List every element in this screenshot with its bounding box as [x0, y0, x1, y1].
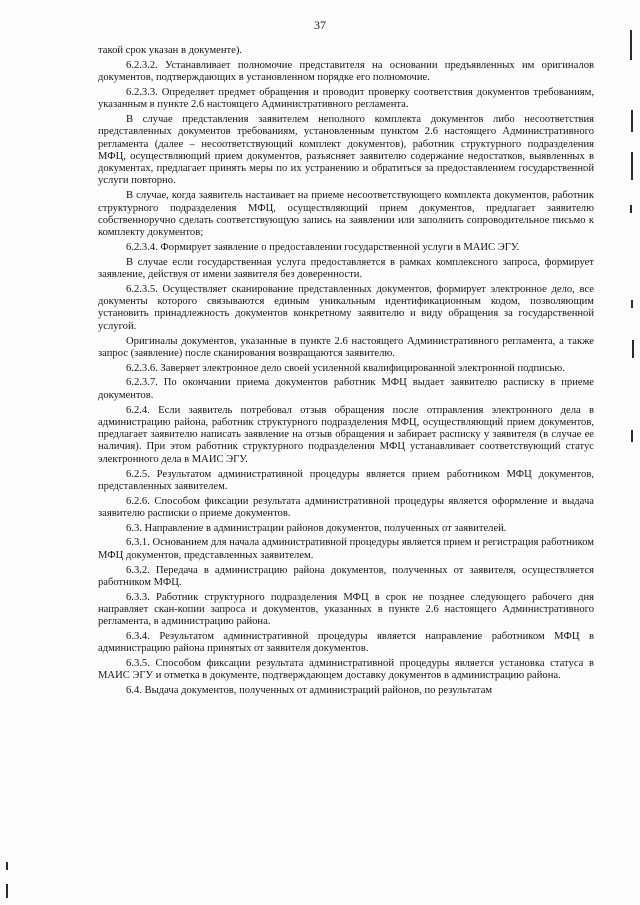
paragraph: В случае представления заявителем неполного комплекта документов либо несоответствия представленных документов требованиям, установленным пунктом 2.6 настоящего Административного регламента (далее – несоответствующий комплект документов), работник структурного подразделения МФЦ, осуществляющий прием документов, разъясняет заявителю содержание недостатков, выявленных в документах, предлагает принять меры по их устранению и обратиться за предоставлением государственной услуги повторно. [98, 113, 594, 187]
scan-artifact [6, 862, 8, 870]
page-number: 37 [314, 18, 326, 32]
paragraph: 6.2.6. Способом фиксации результата административной процедуры является оформление и выдача заявителю расписки о приеме документов. [98, 495, 594, 519]
scan-artifact [631, 152, 633, 180]
paragraph: 6.3. Направление в администрации районов документов, полученных от заявителей. [126, 522, 507, 534]
paragraph: 6.2.3.2. Устанавливает полномочие представителя на основании предъявленных им оригиналов документов, подтверждающих в установленном порядке его полномочие. [98, 59, 594, 84]
paragraph: 6.3.1. Основанием для начала административной процедуры является прием и регистрация работником МФЦ документов, представленных заявителем. [98, 537, 594, 561]
paragraph: 6.3.5. Способом фиксации результата административной процедуры является установка статуса в МАИС ЭГУ и отметка в документе, подтверждающем доставку документов в администрацию района. [98, 658, 594, 682]
scan-artifact [630, 30, 632, 60]
paragraph: 6.2.3.5. Осуществляет сканирование представленных документов, формирует электронное дело, все документы которого связываются единым уникальным идентификационным кодом, позволяющим установить принадлежность документов конкретному заявителю и виду обращения за государственной услугой. [98, 283, 594, 332]
paragraph: 6.3.2. Передача в администрацию района документов, полученных от заявителя, осуществляется работником МФЦ. [98, 564, 594, 588]
paragraph: 6.4. Выдача документов, полученных от администраций районов, по результатам [126, 685, 493, 697]
scan-artifact [632, 340, 634, 358]
paragraph: 6.2.4. Если заявитель потребовал отзыв обращения после отправления электронного дела в администрацию района, работник структурного подразделения МФЦ, осуществляющий прием документов, предлагает заявителю написать заявление на отзыв обращения и забирает расписку у заявителя (в случае ее наличия). При этом работник структурного подразделения МФЦ устанавливает соответствующий статус электронного дела в МАИС ЭГУ. [98, 404, 594, 465]
paragraph: В случае, когда заявитель настаивает на приеме несоответствующего комплекта документов, работник структурного подразделения МФЦ, осуществляющий прием документов, предлагает заявителю собственноручно сделать соответствующую запись на заявлении или заполнить сопроводительное письмо к комплекту документов; [98, 190, 594, 239]
paragraph: 6.3.3. Работник структурного подразделения МФЦ в срок не позднее следующего рабочего дня направляет скан-копии запроса и документов, указанных в пункте 2.6 настоящего Административного регламента, в администрацию района. [98, 591, 594, 628]
scan-artifact [6, 884, 8, 898]
paragraph: 6.2.3.7. По окончании приема документов работник МФЦ выдает заявителю расписку в приеме документов. [98, 377, 594, 401]
paragraph: 6.2.3.3. Определяет предмет обращения и проводит проверку соответствия документов требованиям, указанным в пункте 2.6 настоящего Административного регламента. [98, 86, 594, 111]
paragraph: такой срок указан в документе). [98, 45, 243, 56]
document-body [98, 45, 594, 700]
paragraph: 6.3.4. Результатом административной процедуры является направление работником МФЦ в администрацию района принятых от заявителя документов. [98, 631, 594, 655]
paragraph: 6.2.3.4. Формирует заявление о предоставлении государственной услуги в МАИС ЭГУ. [126, 241, 520, 253]
paragraph: 6.2.5. Результатом административной процедуры является прием работником МФЦ документов, представленных заявителем. [98, 468, 594, 492]
scan-artifact [631, 300, 633, 308]
paragraph: Оригиналы документов, указанные в пункте 2.6 настоящего Административного регламента, а также запрос (заявление) после сканирования возвращаются заявителю. [98, 335, 594, 359]
paragraph: В случае если государственная услуга предоставляется в рамках комплексного запроса, формирует заявление, действуя от имени заявителя без доверенности. [98, 256, 594, 281]
scan-artifact [631, 110, 633, 132]
scan-artifact [630, 205, 632, 213]
paragraph: 6.2.3.6. Заверяет электронное дело своей усиленной квалифицированной электронной подписью. [126, 362, 565, 374]
scan-artifact [631, 430, 633, 442]
